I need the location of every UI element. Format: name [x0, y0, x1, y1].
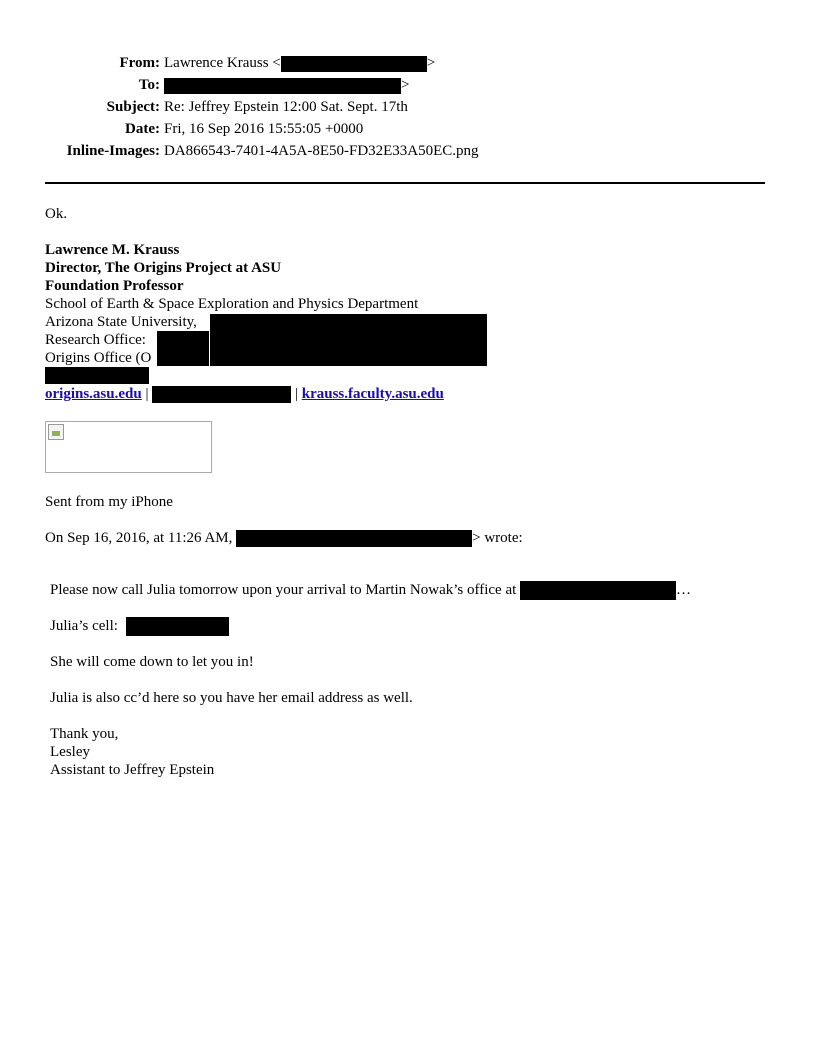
quoted-ellipsis: … [676, 582, 692, 598]
quoted-paragraph-3: She will come down to let you in! [50, 654, 254, 670]
redaction-block [164, 78, 401, 94]
redaction-block [157, 331, 209, 366]
inline-images-row [0, 140, 816, 162]
quoted-thanks: Thank you, [50, 726, 119, 742]
quote-intro: On Sep 16, 2016, at 11:26 AM, [45, 530, 233, 546]
from-row [0, 52, 816, 74]
signature-research-office: Research Office: [45, 332, 146, 348]
signature-school: School of Earth & Space Exploration and Physics Department [45, 296, 419, 312]
to-label: To: [138, 77, 160, 93]
redaction-block [126, 617, 229, 636]
date-value: Fri, 16 Sep 2016 15:55:05 +0000 [164, 121, 364, 137]
to-close: > [401, 77, 410, 93]
signature-university: Arizona State University, [45, 314, 197, 330]
signature-origins-office: Origins Office (O [45, 350, 152, 366]
redaction-block [45, 367, 149, 384]
sent-from-iphone: Sent from my iPhone [45, 494, 173, 510]
quoted-paragraph-2 [50, 617, 229, 636]
link-separator: | [294, 386, 298, 402]
redaction-block [210, 314, 487, 366]
inline-images-value: DA866543-7401-4A5A-8E50-FD32E33A50EC.png [164, 143, 479, 159]
signature-links-row [45, 385, 444, 403]
from-value: Lawrence Krauss < [164, 55, 281, 71]
origins-link[interactable]: origins.asu.edu [45, 386, 142, 402]
subject-label: Subject: [106, 99, 160, 115]
signature-name: Lawrence M. Krauss [45, 242, 180, 258]
to-row [0, 74, 816, 96]
quoted-paragraph-1 [50, 581, 691, 600]
subject-value: Re: Jeffrey Epstein 12:00 Sat. Sept. 17th [164, 99, 408, 115]
date-label: Date: [125, 121, 160, 137]
from-close: > [426, 55, 436, 71]
redaction-block [520, 581, 676, 600]
reply-ok: Ok. [45, 206, 68, 222]
redaction-block [281, 56, 427, 72]
signature-role: Foundation Professor [45, 278, 184, 294]
quoted-sender-name: Lesley [50, 744, 90, 760]
quote-attribution [45, 529, 523, 547]
link-separator: | [145, 386, 149, 402]
quoted-paragraph-4: Julia is also cc’d here so you have her email address as well. [50, 690, 413, 706]
signature-title: Director, The Origins Project at ASU [45, 260, 282, 276]
quoted-text-1: Please now call Julia tomorrow upon your arrival to Martin Nowak’s office at [50, 582, 517, 598]
redaction-block [236, 530, 472, 547]
header-divider [45, 182, 765, 184]
quoted-sender-role: Assistant to Jeffrey Epstein [50, 762, 215, 778]
redaction-block [152, 386, 291, 403]
julia-cell-label: Julia’s cell: [50, 618, 118, 634]
broken-image-icon [48, 424, 64, 440]
from-label: From: [119, 55, 160, 71]
inline-image-placeholder [45, 421, 212, 473]
krauss-faculty-link[interactable]: krauss.faculty.asu.edu [301, 386, 444, 402]
subject-row [0, 96, 816, 118]
inline-images-label: Inline-Images: [66, 143, 160, 159]
quote-wrote: > wrote: [472, 530, 523, 546]
date-row [0, 118, 816, 140]
